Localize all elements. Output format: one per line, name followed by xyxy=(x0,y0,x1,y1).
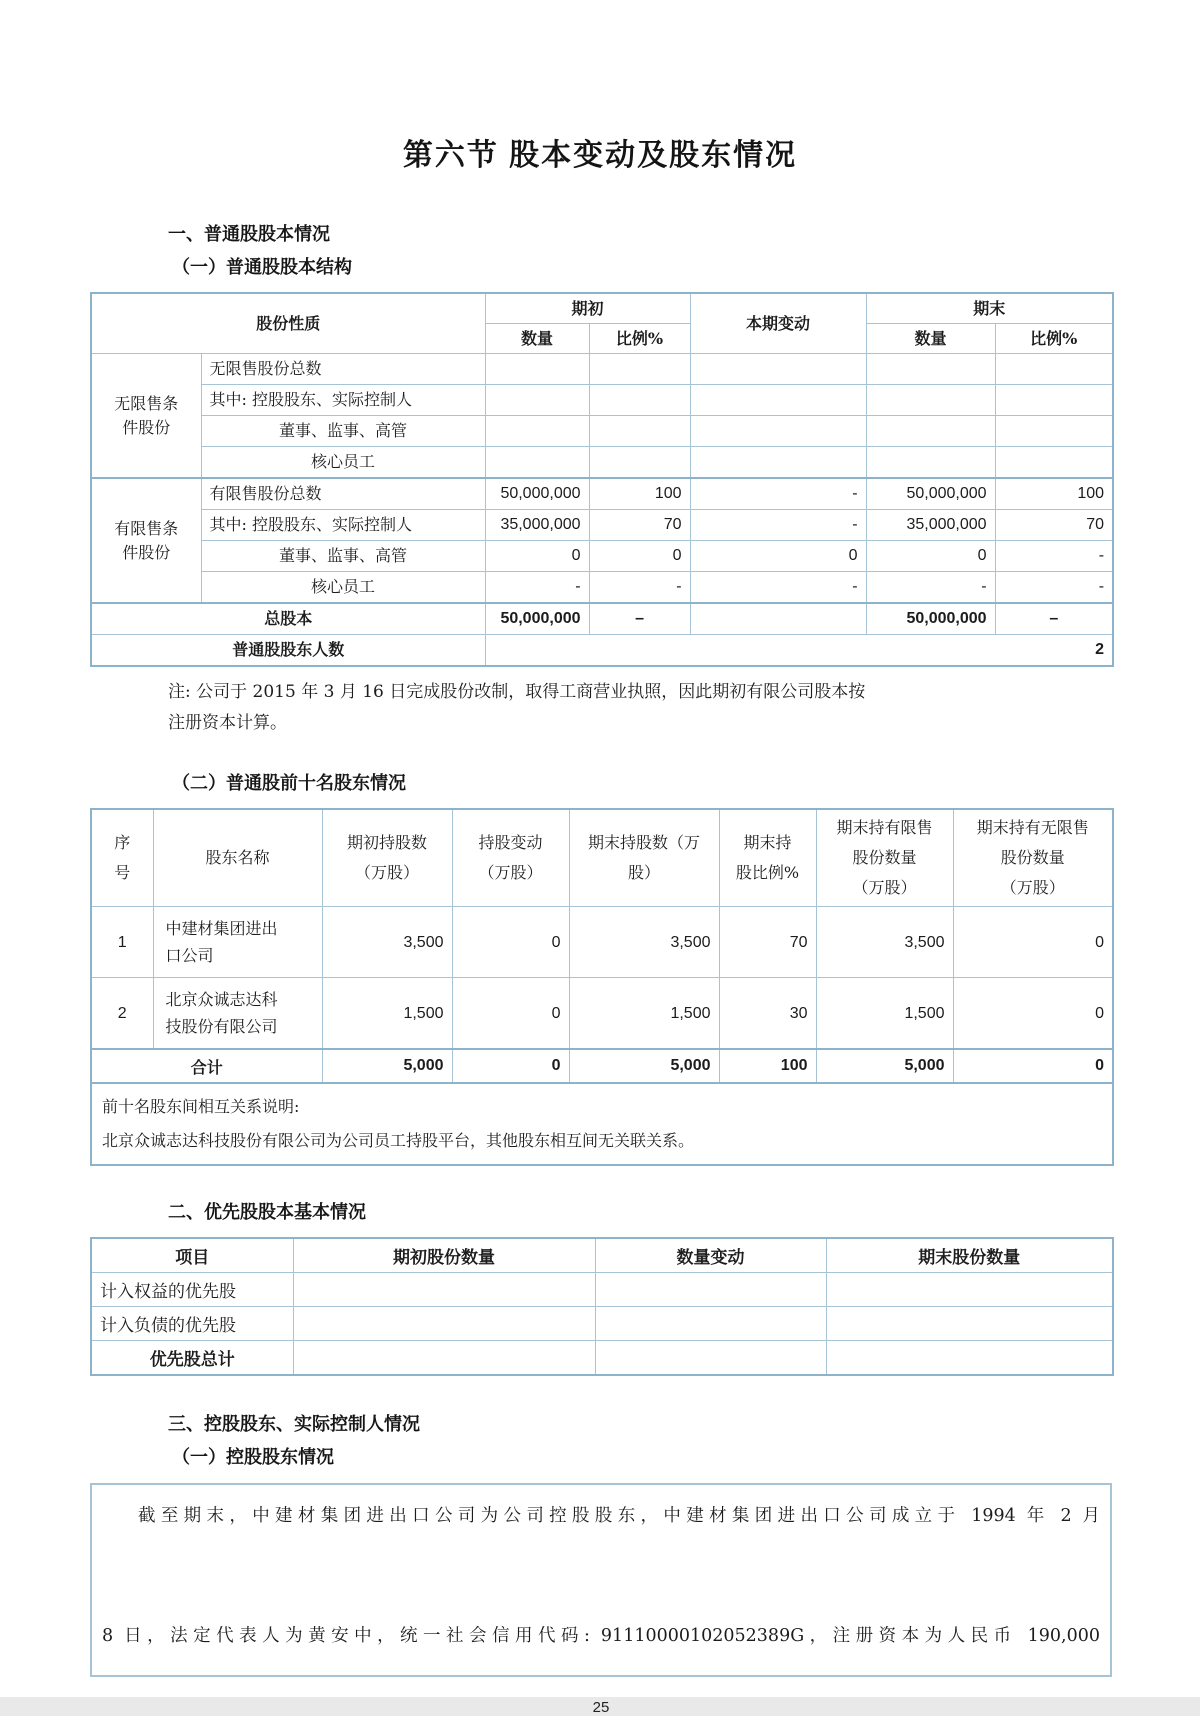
shareholder-count-label: 普通股股东人数 xyxy=(91,635,485,667)
shareholder-row xyxy=(91,978,1113,1050)
top-shareholders-table xyxy=(90,808,1114,1166)
header-shareholder-name xyxy=(153,809,322,907)
header-line: 股份数量 xyxy=(852,848,917,867)
cell-value: 100 xyxy=(719,1049,816,1083)
cell-value: - xyxy=(690,572,866,604)
cell-value: 5,000 xyxy=(816,1049,953,1083)
cell-value: 0 xyxy=(452,978,569,1050)
cell-value: 70 xyxy=(719,907,816,978)
cell-value: 100 xyxy=(589,478,690,510)
row-label: 无限售股份总数 xyxy=(201,354,485,385)
cell-empty xyxy=(866,447,995,479)
table-row xyxy=(91,572,1113,604)
table-note xyxy=(168,677,1112,739)
cell-value: 0 xyxy=(953,1049,1113,1083)
page-number: 25 xyxy=(592,1699,610,1716)
header-item: 项目 xyxy=(91,1238,293,1273)
total-row xyxy=(91,1049,1113,1083)
cell-empty xyxy=(293,1341,595,1376)
cell-empty xyxy=(690,603,866,635)
cell-value: 0 xyxy=(485,541,589,572)
cell-empty xyxy=(589,385,690,416)
total-row xyxy=(91,1341,1113,1376)
group-label-line: 件股份 xyxy=(122,417,171,437)
row-label: 董事、监事、高管 xyxy=(201,541,485,572)
total-label: 优先股总计 xyxy=(91,1341,293,1376)
header-end-unrestricted xyxy=(953,809,1113,907)
cell-empty xyxy=(690,416,866,447)
note-line: 注册资本计算。 xyxy=(168,713,287,733)
cell-empty xyxy=(866,354,995,385)
cell-value: 70 xyxy=(589,510,690,541)
header-begin-holding xyxy=(322,809,452,907)
table-header-row xyxy=(91,809,1113,907)
shareholder-row xyxy=(91,907,1113,978)
cell-value: 100 xyxy=(995,478,1113,510)
cell-empty xyxy=(995,354,1113,385)
serial-number: 1 xyxy=(91,907,153,978)
row-label: 核心员工 xyxy=(201,447,485,479)
cell-empty xyxy=(690,385,866,416)
header-quantity: 数量 xyxy=(866,324,995,354)
cell-empty xyxy=(485,416,589,447)
controlling-shareholder-paragraph xyxy=(90,1483,1112,1677)
header-period-end: 期末 xyxy=(866,293,1113,324)
cell-value: 0 xyxy=(953,978,1113,1050)
page-title: 第六节 股本变动及股东情况 xyxy=(402,139,798,172)
cell-empty xyxy=(826,1307,1113,1341)
group-label-line: 件股份 xyxy=(122,542,171,562)
row-group-label-restricted xyxy=(91,478,201,603)
header-line: 期末持股数（万 xyxy=(587,833,700,852)
row-label: 其中: 控股股东、实际控制人 xyxy=(201,510,485,541)
cell-value: 3,500 xyxy=(816,907,953,978)
relationship-note xyxy=(91,1083,1113,1165)
header-end-shares: 期末股份数量 xyxy=(826,1238,1113,1273)
header-period-change: 本期变动 xyxy=(690,293,866,354)
serial-number: 2 xyxy=(91,978,153,1050)
cell-value: 0 xyxy=(953,907,1113,978)
row-label: 计入负债的优先股 xyxy=(91,1307,293,1341)
cell-value: - xyxy=(866,572,995,604)
table-row xyxy=(91,416,1113,447)
cell-value: – xyxy=(589,603,690,635)
table-row xyxy=(91,478,1113,510)
cell-value: - xyxy=(690,478,866,510)
note-line: 北京众诚志达科技股份有限公司为公司员工持股平台，其他股东相互间无关联关系。 xyxy=(102,1131,695,1150)
row-label: 计入权益的优先股 xyxy=(91,1273,293,1307)
header-end-restricted xyxy=(816,809,953,907)
cell-value: 5,000 xyxy=(322,1049,452,1083)
shareholder-name: 中建材集团进出口公司 xyxy=(153,907,322,978)
header-end-holding xyxy=(569,809,719,907)
group-label-line: 有限售条 xyxy=(114,518,179,538)
header-line: （万股） xyxy=(354,863,419,882)
preferred-stock-table xyxy=(90,1237,1114,1376)
shareholder-name: 北京众诚志达科技股份有限公司 xyxy=(153,978,322,1050)
header-line: 股比例% xyxy=(735,863,800,882)
header-line: 期初持股数 xyxy=(346,833,427,852)
group-label-line: 无限售条 xyxy=(114,393,179,413)
header-ratio: 比例% xyxy=(995,324,1113,354)
header-line: （万股） xyxy=(852,878,917,897)
table-row xyxy=(91,447,1113,479)
cell-value: 0 xyxy=(452,1049,569,1083)
row-label: 核心员工 xyxy=(201,572,485,604)
header-line: 股份数量 xyxy=(1000,848,1065,867)
table-header-row xyxy=(91,1238,1113,1273)
header-line: 号 xyxy=(114,863,131,882)
cell-value: 50,000,000 xyxy=(866,478,995,510)
cell-value: 35,000,000 xyxy=(485,510,589,541)
row-label: 有限售股份总数 xyxy=(201,478,485,510)
total-row xyxy=(91,603,1113,635)
cell-empty xyxy=(826,1341,1113,1376)
cell-empty xyxy=(293,1307,595,1341)
section3-heading: 三、控股股东、实际控制人情况 xyxy=(168,1414,420,1434)
header-line: （万股） xyxy=(478,863,543,882)
header-line: 股） xyxy=(627,863,660,882)
table-row xyxy=(91,1307,1113,1341)
header-line: 序 xyxy=(114,833,131,852)
relationship-note-row xyxy=(91,1083,1113,1165)
cell-value: 70 xyxy=(995,510,1113,541)
cell-empty xyxy=(589,354,690,385)
cell-empty xyxy=(866,416,995,447)
total-label: 合计 xyxy=(91,1049,322,1083)
table-row xyxy=(91,354,1113,385)
cell-value: - xyxy=(995,572,1113,604)
cell-value: 0 xyxy=(690,541,866,572)
header-line: 期末持有无限售 xyxy=(976,818,1089,837)
cell-empty xyxy=(826,1273,1113,1307)
cell-value: 0 xyxy=(589,541,690,572)
cell-value: 50,000,000 xyxy=(485,478,589,510)
shareholder-count-value: 2 xyxy=(485,635,1113,667)
header-line: （万股） xyxy=(1000,878,1065,897)
row-label: 其中: 控股股东、实际控制人 xyxy=(201,385,485,416)
header-share-nature: 股份性质 xyxy=(91,293,485,354)
cell-value: 1,500 xyxy=(816,978,953,1050)
row-label: 董事、监事、高管 xyxy=(201,416,485,447)
cell-value: 50,000,000 xyxy=(866,603,995,635)
cell-empty xyxy=(595,1341,826,1376)
header-line: 股东名称 xyxy=(205,848,270,867)
cell-value: 1,500 xyxy=(322,978,452,1050)
cell-value: - xyxy=(690,510,866,541)
cell-empty xyxy=(485,354,589,385)
cell-empty xyxy=(485,447,589,479)
section1-heading: 一、普通股股本情况 xyxy=(168,224,330,244)
section3-sub1-heading: （一）控股股东情况 xyxy=(172,1447,334,1467)
cell-empty xyxy=(995,416,1113,447)
cell-value: 3,500 xyxy=(569,907,719,978)
note-line: 前十名股东间相互关系说明: xyxy=(102,1097,300,1116)
total-label: 总股本 xyxy=(91,603,485,635)
section1-sub1-heading: （一）普通股股本结构 xyxy=(172,257,352,277)
cell-value: 3,500 xyxy=(322,907,452,978)
cell-empty xyxy=(293,1273,595,1307)
cell-value: 1,500 xyxy=(569,978,719,1050)
header-holding-change xyxy=(452,809,569,907)
header-line: 持股变动 xyxy=(478,833,543,852)
header-serial xyxy=(91,809,153,907)
cell-value: 50,000,000 xyxy=(485,603,589,635)
shareholder-count-row xyxy=(91,635,1113,667)
header-share-change: 数量变动 xyxy=(595,1238,826,1273)
cell-value: - xyxy=(485,572,589,604)
cell-value: 5,000 xyxy=(569,1049,719,1083)
cell-value: 0 xyxy=(866,541,995,572)
cell-empty xyxy=(995,385,1113,416)
header-begin-shares: 期初股份数量 xyxy=(293,1238,595,1273)
paragraph-line: 8 日，法定代表人为黄安中，统一社会信用代码: 91110000102052389G，注册资本为人民币 190,000 xyxy=(102,1626,1100,1646)
cell-empty xyxy=(589,416,690,447)
cell-empty xyxy=(690,447,866,479)
table-row xyxy=(91,1273,1113,1307)
cell-value: - xyxy=(589,572,690,604)
cell-empty xyxy=(995,447,1113,479)
cell-empty xyxy=(866,385,995,416)
cell-empty xyxy=(485,385,589,416)
table-row xyxy=(91,510,1113,541)
header-end-ratio xyxy=(719,809,816,907)
paragraph-line: 截至期末，中建材集团进出口公司为公司控股股东，中建材集团进出口公司成立于 1994 年 2 月 xyxy=(138,1506,1100,1526)
header-ratio: 比例% xyxy=(589,324,690,354)
cell-value: 35,000,000 xyxy=(866,510,995,541)
section2-heading: 二、优先股股本基本情况 xyxy=(168,1202,366,1222)
cell-value: 30 xyxy=(719,978,816,1050)
header-period-begin: 期初 xyxy=(485,293,690,324)
note-line: 注: 公司于 2015 年 3 月 16 日完成股份改制，取得工商营业执照，因此期初有限公司股本按 xyxy=(168,682,866,702)
cell-value: – xyxy=(995,603,1113,635)
share-structure-table xyxy=(90,292,1114,667)
cell-empty xyxy=(595,1307,826,1341)
cell-value: - xyxy=(995,541,1113,572)
cell-empty xyxy=(589,447,690,479)
cell-empty xyxy=(595,1273,826,1307)
row-group-label-unrestricted xyxy=(91,354,201,479)
header-line: 期末持有限售 xyxy=(836,818,933,837)
table-row xyxy=(91,541,1113,572)
table-header-row xyxy=(91,293,1113,324)
table-row xyxy=(91,385,1113,416)
section1-sub2-heading: （二）普通股前十名股东情况 xyxy=(172,773,406,793)
header-line: 期末持 xyxy=(743,833,792,852)
cell-value: 0 xyxy=(452,907,569,978)
header-quantity: 数量 xyxy=(485,324,589,354)
cell-empty xyxy=(690,354,866,385)
